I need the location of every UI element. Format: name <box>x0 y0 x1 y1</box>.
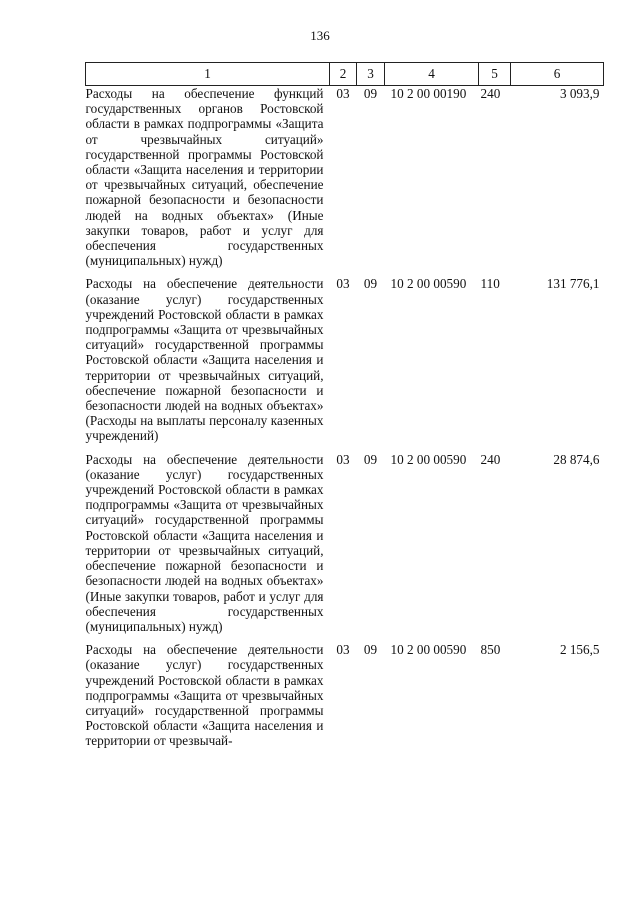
row-subsection: 09 <box>363 642 378 658</box>
row-section: 03 <box>336 276 350 292</box>
row-section: 03 <box>336 86 350 101</box>
row-subsection: 09 <box>363 86 378 101</box>
row-description: Расходы на обеспечение функций государственных органов Ростовской области в рамках подпрограммы «Защита от чрезвычайных ситуаций» государственной программы Ростовской области «Защита населения и территории от чрезвычайных ситуаций, обеспечение пожарной безопасности и безопасности людей на водных объектах» (Иные закупки товаров, работ и услуг для обеспечения государственных (муниципальных) нужд) <box>85 86 324 269</box>
row-amount: 28 874,6 <box>553 451 600 467</box>
page-number: 136 <box>310 28 330 43</box>
table-body <box>86 86 604 749</box>
row-amount: 3 093,9 <box>559 86 600 101</box>
table-row <box>86 452 604 642</box>
header-col-6: 6 <box>511 63 604 86</box>
header-col-3: 3 <box>357 63 385 86</box>
table-row <box>86 642 604 748</box>
row-expense-type: 240 <box>480 86 501 101</box>
table-row <box>86 276 604 451</box>
row-expense-type: 110 <box>480 276 500 292</box>
row-description: Расходы на обеспечение деятельности (оказание услуг) государственных учреждений Ростовской области в рамках подпрограммы «Защита от чрезвычайных ситуаций» государственной программы Ростовской области «Защита населения и территории от чрезвычай- <box>85 642 324 749</box>
header-col-1: 1 <box>86 63 330 86</box>
row-amount: 2 156,5 <box>559 642 600 658</box>
row-section: 03 <box>336 642 350 658</box>
row-description: Расходы на обеспечение деятельности (оказание услуг) государственных учреждений Ростовской области в рамках подпрограммы «Защита от чрезвычайных ситуаций» государственной программы Ростовской области «Защита населения и территории от чрезвычайных ситуаций, обеспечение пожарной безопасности и безопасности людей на водных объектах» (Иные закупки товаров, работ и услуг для обеспечения государственных (муниципальных) нужд) <box>85 451 324 634</box>
row-amount: 131 776,1 <box>546 276 600 292</box>
row-expense-type: 850 <box>480 642 501 658</box>
row-target: 10 2 00 00590 <box>390 642 467 658</box>
budget-table <box>85 62 604 749</box>
table-row <box>86 86 604 277</box>
row-subsection: 09 <box>363 451 378 467</box>
row-target: 10 2 00 00590 <box>390 451 467 467</box>
header-col-4: 4 <box>385 63 479 86</box>
row-section: 03 <box>336 451 350 467</box>
header-col-2: 2 <box>330 63 357 86</box>
table-header <box>86 63 604 86</box>
header-col-5: 5 <box>479 63 511 86</box>
row-target: 10 2 00 00590 <box>390 276 467 292</box>
row-description: Расходы на обеспечение деятельности (оказание услуг) государственных учреждений Ростовской области в рамках подпрограммы «Защита от чрезвычайных ситуаций» государственной программы Ростовской области «Защита населения и территории от чрезвычайных ситуаций, обеспечение пожарной безопасности и безопасности людей на водных объектах» (Расходы на выплаты персоналу казенных учреждений) <box>85 276 324 444</box>
row-subsection: 09 <box>363 276 378 292</box>
row-expense-type: 240 <box>480 451 501 467</box>
header-row <box>86 63 604 86</box>
row-target: 10 2 00 00190 <box>390 86 467 101</box>
